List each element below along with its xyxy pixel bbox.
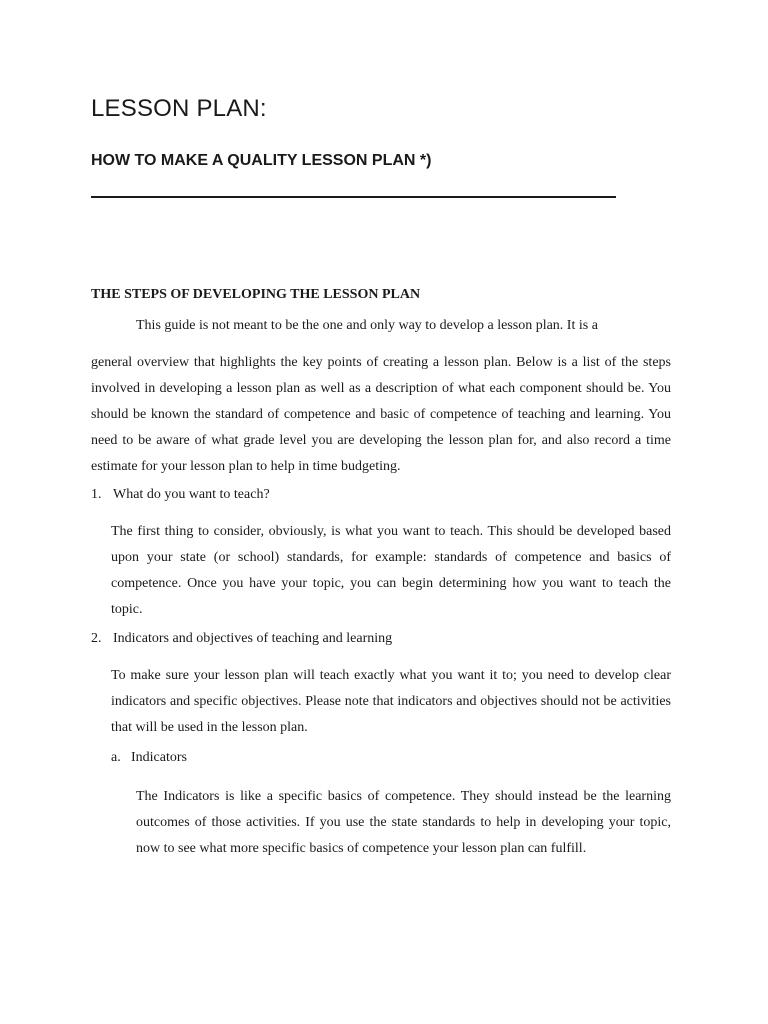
sub-item-heading: Indicators <box>131 750 187 765</box>
sub-item-a <box>111 748 187 768</box>
list-number: 1. <box>91 487 102 502</box>
list-item-1-body: The first thing to consider, obviously, is what you want to teach. This should be developed based upon your state (or school) standards, for example: standards of competence and basics of competence. Once you have your topic, you can begin determining how you want to teach the topic. <box>111 524 671 617</box>
document-subtitle: HOW TO MAKE A QUALITY LESSON PLAN *) <box>91 152 432 169</box>
section-title: THE STEPS OF DEVELOPING THE LESSON PLAN <box>91 287 421 302</box>
list-number: 2. <box>91 631 102 646</box>
list-item-heading: Indicators and objectives of teaching and learning <box>113 631 393 646</box>
list-item-2 <box>91 629 392 649</box>
list-item-heading: What do you want to teach? <box>113 487 270 502</box>
list-item-2-body: To make sure your lesson plan will teach exactly what you want it to; you need to develop clear indicators and specific objectives. Please note that indicators and objectives should not be activities that will be used in the lesson plan. <box>111 668 671 735</box>
list-item-1 <box>91 485 270 505</box>
intro-paragraph: general overview that highlights the key points of creating a lesson plan. Below is a list of the steps involved in developing a lesson plan as well as a description of what each component should be. You should be known the standard of competence and basic of competence of teaching and learning. You need to be aware of what grade level you are developing the lesson plan for, and also record a time estimate for your lesson plan to help in time budgeting. <box>91 355 671 474</box>
intro-paragraph-first-line: This guide is not meant to be the one and only way to develop a lesson plan. It is a <box>136 318 598 333</box>
sub-item-a-body: The Indicators is like a specific basics of competence. They should instead be the learning outcomes of those activities. If you use the state standards to help in developing your topic, now to see what more specific basics of competence your lesson plan can fulfill. <box>136 789 671 856</box>
horizontal-rule <box>91 196 616 198</box>
sub-item-letter: a. <box>111 750 121 765</box>
document-title: LESSON PLAN: <box>91 95 267 122</box>
